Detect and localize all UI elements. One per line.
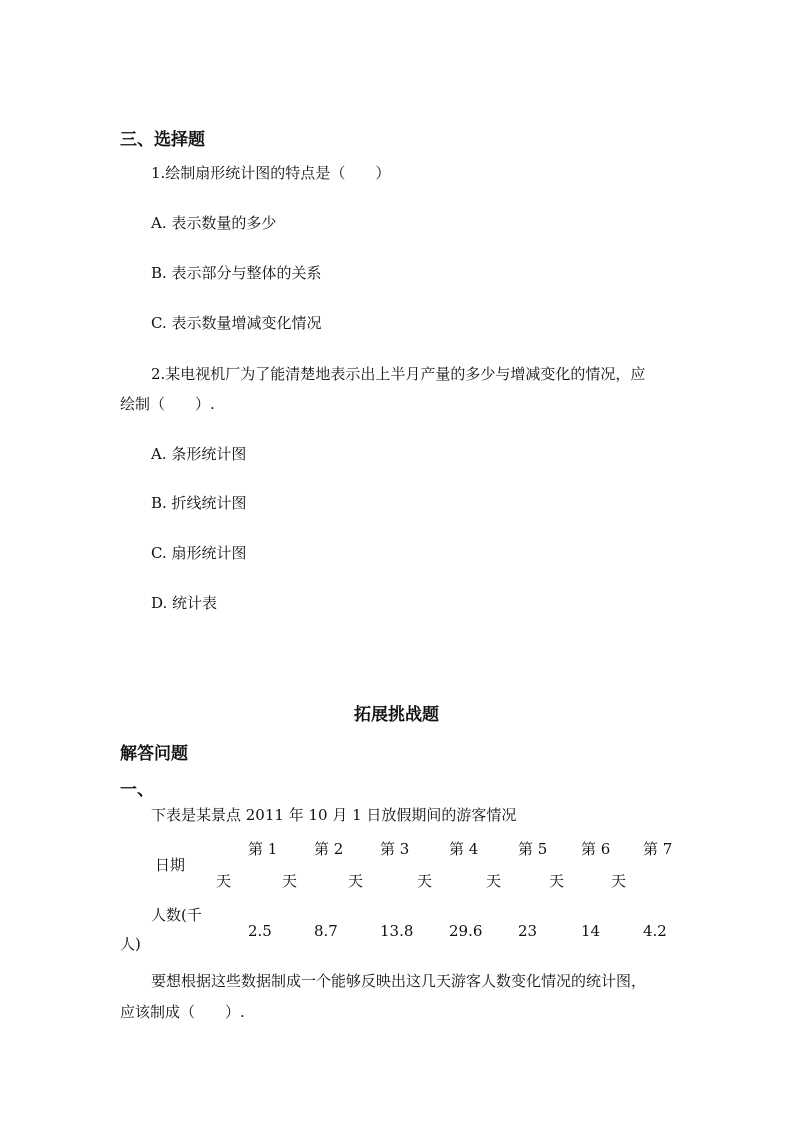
question-2-option-b: B. 折线统计图 — [151, 494, 247, 512]
table-cell-value: 8.7 — [314, 922, 338, 940]
table-cell-value: 23 — [518, 922, 538, 940]
table-day-header: 第 5 — [518, 840, 548, 858]
question-1-option-c: C. 表示数量增减变化情况 — [151, 314, 322, 332]
table-day-header-unit: 天 — [611, 872, 627, 890]
table-day-header: 第 6 — [581, 840, 611, 858]
table-day-header: 第 3 — [380, 840, 410, 858]
question-2-option-d: D. 统计表 — [151, 594, 218, 612]
table-cell-value: 13.8 — [380, 922, 414, 940]
question-2-option-a: A. 条形统计图 — [151, 445, 247, 463]
table-day-header: 第 1 — [248, 840, 278, 858]
table-row-label-count-cont: 人) — [120, 935, 141, 953]
table-cell-value: 4.2 — [643, 922, 667, 940]
table-row-label-date: 日期 — [155, 856, 186, 874]
challenge-title: 拓展挑战题 — [354, 705, 439, 725]
table-day-header-unit: 天 — [216, 872, 232, 890]
section-heading: 三、选择题 — [120, 130, 205, 150]
table-cell-value: 29.6 — [449, 922, 483, 940]
table-intro: 下表是某景点 2011 年 10 月 1 日放假期间的游客情况 — [151, 806, 517, 824]
table-day-header: 第 4 — [449, 840, 479, 858]
table-day-header-unit: 天 — [417, 872, 433, 890]
question-2-option-c: C. 扇形统计图 — [151, 544, 247, 562]
table-day-header: 第 2 — [314, 840, 344, 858]
challenge-subheading: 解答问题 — [120, 744, 188, 764]
table-day-header-unit: 天 — [486, 872, 502, 890]
table-cell-value: 2.5 — [248, 922, 272, 940]
table-day-header: 第 7 — [643, 840, 673, 858]
table-day-header-unit: 天 — [348, 872, 364, 890]
table-day-header-unit: 天 — [549, 872, 565, 890]
question-2-stem-line1: 2.某电视机厂为了能清楚地表示出上半月产量的多少与增减变化的情况，应 — [151, 365, 646, 383]
question-2-stem-line2: 绘制（ ）. — [120, 395, 215, 413]
table-cell-value: 14 — [581, 922, 601, 940]
part-label: 一、 — [120, 780, 154, 800]
question-3-line2: 应该制成（ ）. — [120, 1003, 245, 1021]
question-1-option-a: A. 表示数量的多少 — [151, 214, 277, 232]
question-3-line1: 要想根据这些数据制成一个能够反映出这几天游客人数变化情况的统计图， — [151, 972, 647, 990]
table-day-header-unit: 天 — [282, 872, 298, 890]
question-1-stem: 1.绘制扇形统计图的特点是（ ） — [151, 164, 391, 182]
question-1-option-b: B. 表示部分与整体的关系 — [151, 264, 322, 282]
table-row-label-count: 人数(千 — [151, 906, 202, 924]
